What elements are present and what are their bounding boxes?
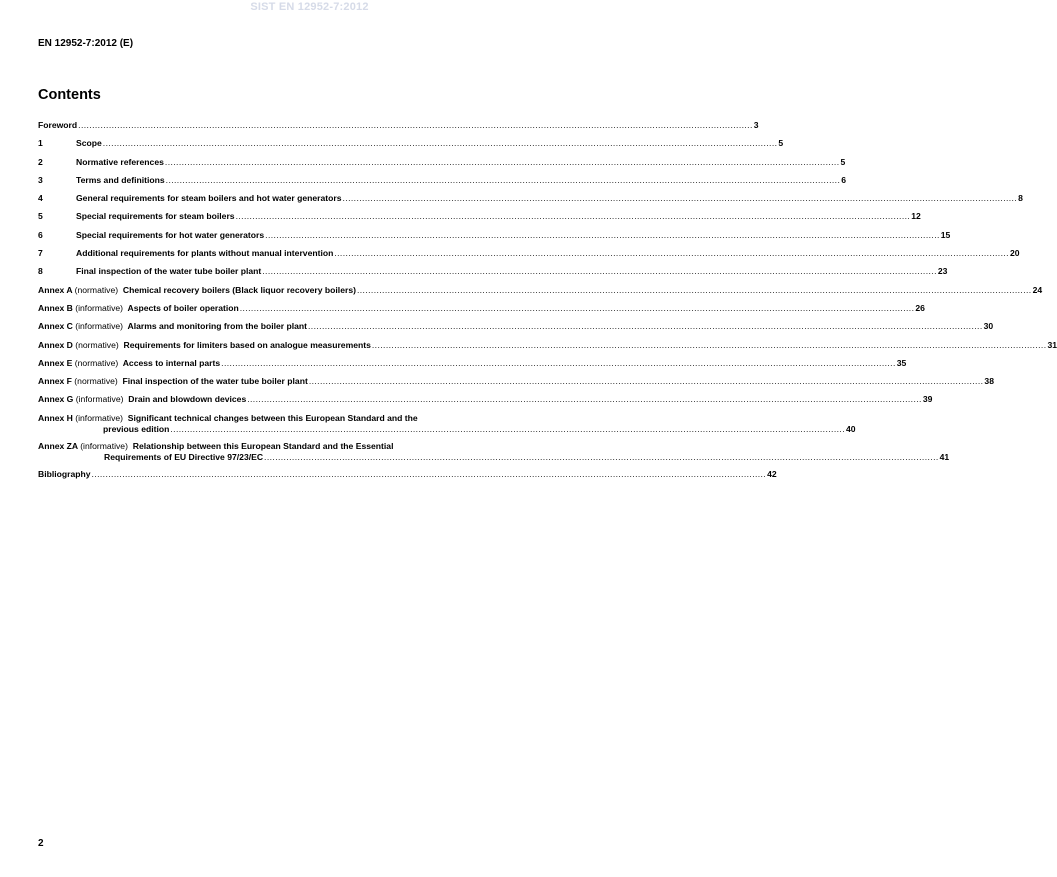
toc-entry-title: Chemical recovery boilers (Black liquor recovery boilers): [122, 284, 356, 295]
toc-entry-page: 30: [983, 321, 994, 332]
toc-entry-number: 6: [38, 229, 43, 240]
page-number: 2: [38, 838, 44, 849]
toc-entry-clause-7[interactable]: [38, 248, 1020, 266]
toc-entry-page: 24: [1032, 284, 1043, 295]
dot-leader: [78, 120, 753, 131]
annex-label: Annex F: [38, 376, 72, 387]
toc-entry-foreword[interactable]: [38, 120, 759, 138]
contents-heading: Contents: [38, 87, 101, 103]
toc-entry-number: 4: [38, 193, 43, 204]
dot-leader: [247, 394, 922, 405]
toc-entry-page: 3: [753, 120, 759, 130]
toc-entry-page: 40: [845, 423, 856, 434]
toc-entry-page: 15: [940, 229, 951, 240]
toc-entry-page: 8: [1018, 193, 1023, 204]
annex-label: Annex G: [38, 394, 74, 405]
watermark: SIST EN 12952-7:2012: [250, 1, 369, 13]
annex-label: Annex B: [38, 302, 73, 313]
toc-entry-title: Final inspection of the water tube boiler plant: [76, 266, 262, 277]
annex-kind: (normative): [75, 339, 119, 350]
toc-entry-number: 5: [38, 211, 43, 222]
toc-entry-title: Additional requirements for plants without manual intervention: [76, 248, 334, 259]
dot-leader: [165, 157, 840, 168]
toc-entry-annex-g[interactable]: [38, 394, 933, 412]
table-of-contents: [38, 120, 1057, 487]
toc-entry-page: 23: [937, 266, 948, 277]
toc-entry-page: 31: [1047, 339, 1057, 350]
annex-kind: (normative): [74, 357, 119, 368]
toc-entry-title: Foreword: [38, 120, 78, 130]
toc-entry-clause-4[interactable]: [38, 193, 1023, 211]
toc-entry-title: Special requirements for steam boilers: [76, 211, 235, 222]
toc-entry-page: 5: [778, 138, 784, 149]
dot-leader: [308, 321, 983, 332]
toc-entry-annex-d[interactable]: [38, 339, 1057, 358]
toc-entry-clause-8[interactable]: [38, 266, 948, 284]
toc-entry-title: Normative references: [76, 156, 164, 167]
toc-entry-page: 26: [915, 302, 925, 313]
toc-entry-annex-h[interactable]: [38, 412, 856, 441]
dot-leader: [240, 303, 915, 314]
dot-leader: [103, 138, 778, 149]
toc-entry-title: Final inspection of the water tube boiler plant: [122, 376, 308, 387]
toc-entry-title: Bibliography: [38, 468, 91, 479]
annex-label: Annex H: [38, 412, 73, 423]
document-identifier: EN 12952-7:2012 (E): [38, 38, 134, 49]
toc-entry-clause-1[interactable]: [38, 138, 784, 156]
toc-entry-clause-5[interactable]: [38, 211, 921, 229]
annex-kind: (normative): [74, 376, 118, 387]
toc-entry-annex-b[interactable]: [38, 302, 925, 321]
dot-leader: [166, 175, 841, 186]
toc-entry-title: Special requirements for hot water generators: [76, 229, 265, 240]
toc-entry-title: Requirements for limiters based on analogue measurements: [123, 339, 371, 350]
toc-entry-page: 39: [922, 394, 933, 405]
dot-leader: [92, 469, 767, 480]
toc-entry-number: 8: [38, 266, 43, 277]
toc-entry-title: Aspects of boiler operation: [127, 302, 239, 313]
dot-leader: [221, 358, 896, 369]
dot-leader: [264, 452, 939, 463]
toc-entry-title: Access to internal parts: [122, 357, 221, 368]
dot-leader: [309, 376, 984, 387]
toc-entry-page: 12: [911, 211, 921, 222]
toc-entry-page: 41: [939, 451, 950, 462]
dot-leader: [262, 266, 937, 277]
toc-entry-clause-6[interactable]: [38, 229, 951, 248]
toc-entry-page: 6: [841, 174, 847, 185]
toc-entry-annex-a[interactable]: [38, 284, 1043, 303]
toc-entry-number: 2: [38, 156, 43, 167]
dot-leader: [170, 424, 845, 435]
annex-label: Annex E: [38, 357, 73, 368]
toc-entry-title: Relationship between this European Standard and the Essential: [132, 440, 394, 451]
annex-kind: (informative): [80, 440, 128, 451]
annex-label: Annex C: [38, 321, 73, 332]
toc-entry-annex-e[interactable]: [38, 357, 907, 376]
toc-entry-title: Scope: [76, 138, 102, 149]
dot-leader: [236, 211, 911, 222]
dot-leader: [265, 230, 940, 241]
annex-label: Annex A: [38, 284, 73, 295]
annex-kind: (informative): [75, 394, 124, 405]
dot-leader: [343, 193, 1018, 204]
annex-label: Annex ZA: [38, 440, 78, 451]
toc-entry-bibliography[interactable]: [38, 468, 777, 487]
annex-kind: (informative): [75, 302, 124, 313]
dot-leader: [334, 248, 1009, 259]
toc-entry-title: Significant technical changes between this European Standard and the: [127, 412, 418, 423]
toc-entry-page: 5: [840, 156, 846, 167]
annex-label: Annex D: [38, 339, 73, 350]
toc-entry-page: 35: [896, 357, 907, 368]
toc-entry-clause-2[interactable]: [38, 156, 846, 175]
toc-entry-annex-za[interactable]: [38, 440, 950, 469]
toc-entry-annex-f[interactable]: [38, 376, 994, 394]
toc-entry-number: 3: [38, 174, 43, 185]
toc-entry-title: Alarms and monitoring from the boiler plant: [127, 321, 308, 332]
toc-entry-number: 7: [38, 248, 43, 259]
dot-leader: [372, 340, 1047, 351]
annex-kind: (informative): [75, 412, 124, 423]
toc-entry-annex-c[interactable]: [38, 321, 994, 339]
toc-entry-page: 42: [767, 468, 777, 479]
toc-entry-title: Terms and definitions: [76, 174, 165, 185]
toc-entry-title: General requirements for steam boilers and hot water generators: [76, 193, 342, 204]
annex-kind: (normative): [74, 284, 119, 295]
toc-entry-number: 1: [38, 138, 43, 149]
toc-entry-title-continued: previous edition: [103, 423, 170, 434]
dot-leader: [357, 285, 1032, 296]
toc-entry-clause-3[interactable]: [38, 174, 847, 193]
annex-kind: (informative): [75, 321, 124, 332]
toc-entry-title-continued: Requirements of EU Directive 97/23/EC: [104, 451, 264, 462]
toc-entry-page: 20: [1009, 248, 1020, 259]
toc-entry-page: 38: [984, 376, 994, 387]
toc-entry-title: Drain and blowdown devices: [128, 394, 247, 405]
